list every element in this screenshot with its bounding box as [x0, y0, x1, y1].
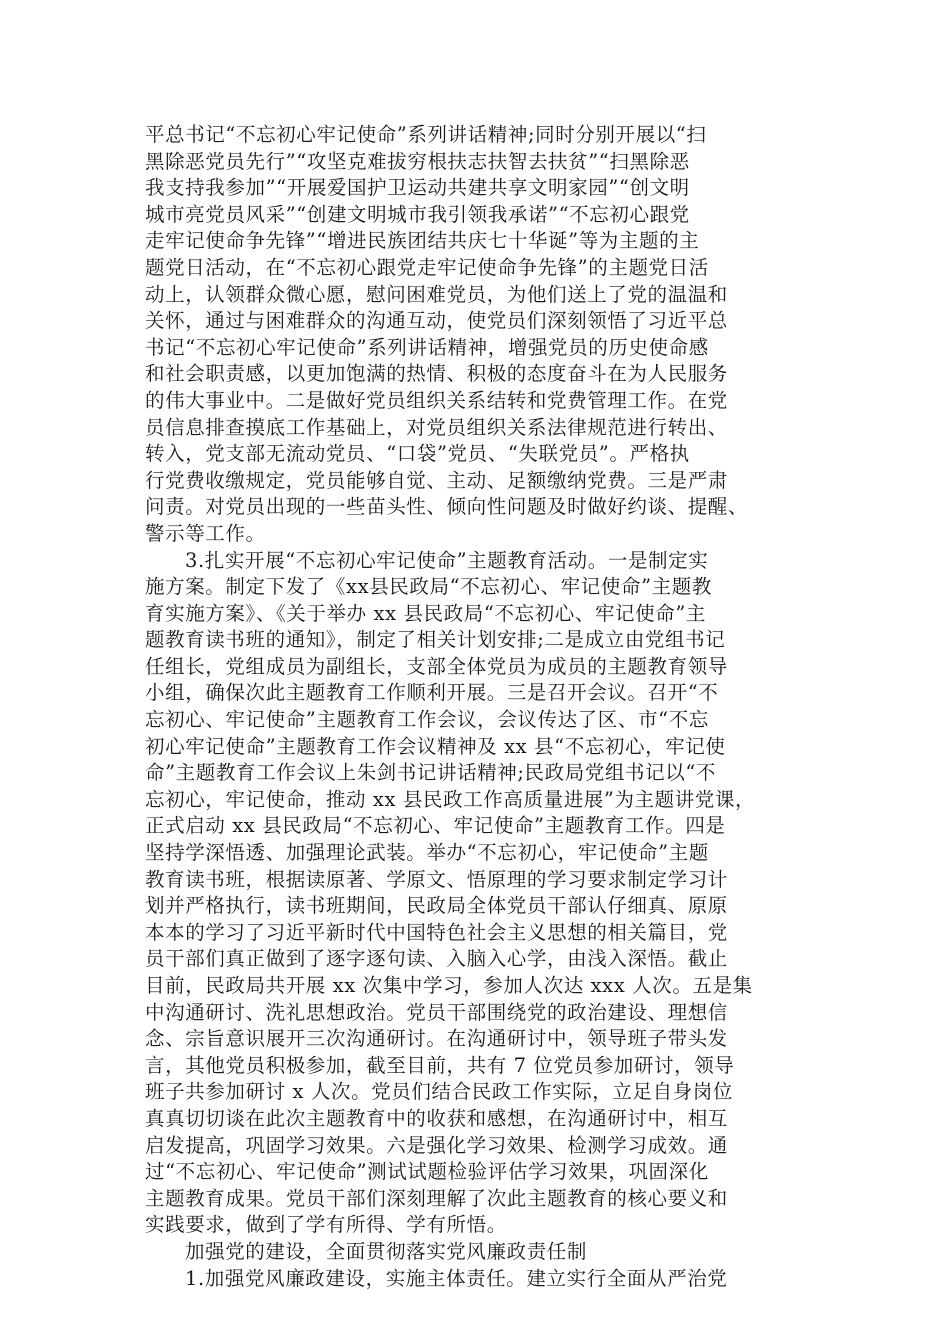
text-line: 中沟通研讨、洗礼思想政治。党员干部围绕党的政治建设、理想信 — [145, 1000, 728, 1024]
text-line: 警示等工作。 — [145, 521, 266, 545]
text-line: 任组长，党组成员为副组长，支部全体党员为成员的主题教育领导 — [145, 654, 728, 678]
text-line: 走牢记使命争先锋”“增进民族团结共庆七十华诞”等为主题的主 — [145, 229, 700, 253]
text-line: 初心牢记使命”主题教育工作会议精神及 xx 县“不忘初心，牢记使 — [145, 734, 726, 758]
text-line: 3.扎实开展“不忘初心牢记使命”主题教育活动。一是制定实 — [185, 548, 709, 572]
text-line: 题教育读书班的通知》，制定了相关计划安排;二是成立由党组书记 — [145, 628, 726, 652]
text-line: 员干部们真正做到了逐字逐句读、入脑入心学，由浅入深悟。截止 — [145, 947, 728, 971]
text-line: 本本的学习了习近平新时代中国特色社会主义思想的相关篇目，党 — [145, 920, 728, 944]
text-line: 育实施方案》、《关于举办 xx 县民政局“不忘初心、牢记使命”主 — [145, 601, 707, 625]
text-line: 书记“不忘初心牢记使命”系列讲话精神，增强党员的历史使命感 — [145, 335, 709, 359]
text-line: 1.加强党风廉政建设，实施主体责任。建立实行全面从严治党 — [185, 1266, 728, 1290]
text-line: 我支持我参加”“开展爱国护卫运动共建共享文明家园”“创文明 — [145, 176, 690, 200]
text-line: 言，其他党员积极参加，截至目前，共有 7 位党员参加研讨，领导 — [145, 1053, 735, 1077]
text-line: 正式启动 xx 县民政局“不忘初心、牢记使命”主题教育工作。四是 — [145, 814, 726, 838]
text-line: 忘初心、牢记使命”主题教育工作会议，会议传达了区、市“不忘 — [145, 708, 709, 732]
text-line: 题党日活动，在“不忘初心跟党走牢记使命争先锋”的主题党日活 — [145, 255, 709, 279]
text-line: 转入，党支部无流动党员、“口袋”党员、“失联党员”。严格执 — [145, 442, 690, 466]
text-line: 小组，确保次此主题教育工作顺利开展。三是召开会议。召开“不 — [145, 681, 719, 705]
text-line: 划并严格执行，读书班期间，民政局全体党员干部认仔细真、原原 — [145, 894, 728, 918]
text-line: 教育读书班，根据读原著、学原文、悟原理的学习要求制定学习计 — [145, 867, 728, 891]
text-line: 忘初心，牢记使命，推动 xx 县民政工作高质量进展”为主题讲党课， — [145, 787, 756, 811]
text-line: 和社会职责感，以更加饱满的热情、积极的态度奋斗在为人民服务 — [145, 362, 728, 386]
text-line: 关怀，通过与困难群众的沟通互动，使党员们深刻领悟了习近平总 — [145, 309, 728, 333]
text-line: 黑除恶党员先行”“攻坚克难拔穷根扶志扶智去扶贫”“扫黑除恶 — [145, 149, 690, 173]
text-line: 城市亮党员风采”“创建文明城市我引领我承诺”“不忘初心跟党 — [145, 202, 690, 226]
document-body — [145, 122, 825, 1292]
text-line: 过“不忘初心、牢记使命”测试试题检验评估学习效果，巩固深化 — [145, 1160, 709, 1184]
text-line: 坚持学深悟透、加强理论武装。举办“不忘初心，牢记使命”主题 — [145, 841, 709, 865]
text-line: 的伟大事业中。二是做好党员组织关系结转和党费管理工作。在党 — [145, 388, 728, 412]
text-line: 启发提高，巩固学习效果。六是强化学习效果、检测学习成效。通 — [145, 1133, 728, 1157]
text-line: 行党费收缴规定，党员能够自觉、主动、足额缴纳党费。三是严肃 — [145, 468, 728, 492]
text-line: 问责。对党员出现的一些苗头性、倾向性问题及时做好约谈、提醒、 — [145, 495, 749, 519]
text-line: 员信息排查摸底工作基础上，对党员组织关系法律规范进行转出、 — [145, 415, 728, 439]
text-line: 命”主题教育工作会议上朱剑书记讲话精神;民政局党组书记以“不 — [145, 761, 717, 785]
text-line: 念、宗旨意识展开三次沟通研讨。在沟通研讨中，领导班子带头发 — [145, 1027, 728, 1051]
text-line: 加强党的建设，全面贯彻落实党风廉政责任制 — [185, 1239, 588, 1263]
text-line: 目前，民政局共开展 xx 次集中学习，参加人次达 xxx 人次。五是集 — [145, 974, 753, 997]
text-line: 主题教育成果。党员干部们深刻理解了次此主题教育的核心要义和 — [145, 1186, 728, 1210]
text-line: 实践要求，做到了学有所得、学有所悟。 — [145, 1213, 507, 1237]
text-line: 平总书记“不忘初心牢记使命”系列讲话精神;同时分别开展以“扫 — [145, 123, 707, 146]
text-line: 班子共参加研讨 x 人次。党员们结合民政工作实际，立足自身岗位 — [145, 1080, 733, 1104]
text-line: 施方案。制定下发了《xx县民政局“不忘初心、牢记使命”主题教 — [145, 575, 712, 599]
text-line: 真真切切谈在此次主题教育中的收获和感想，在沟通研讨中，相互 — [145, 1106, 728, 1130]
text-line: 动上，认领群众微心愿，慰问困难党员，为他们送上了党的温温和 — [145, 282, 728, 306]
